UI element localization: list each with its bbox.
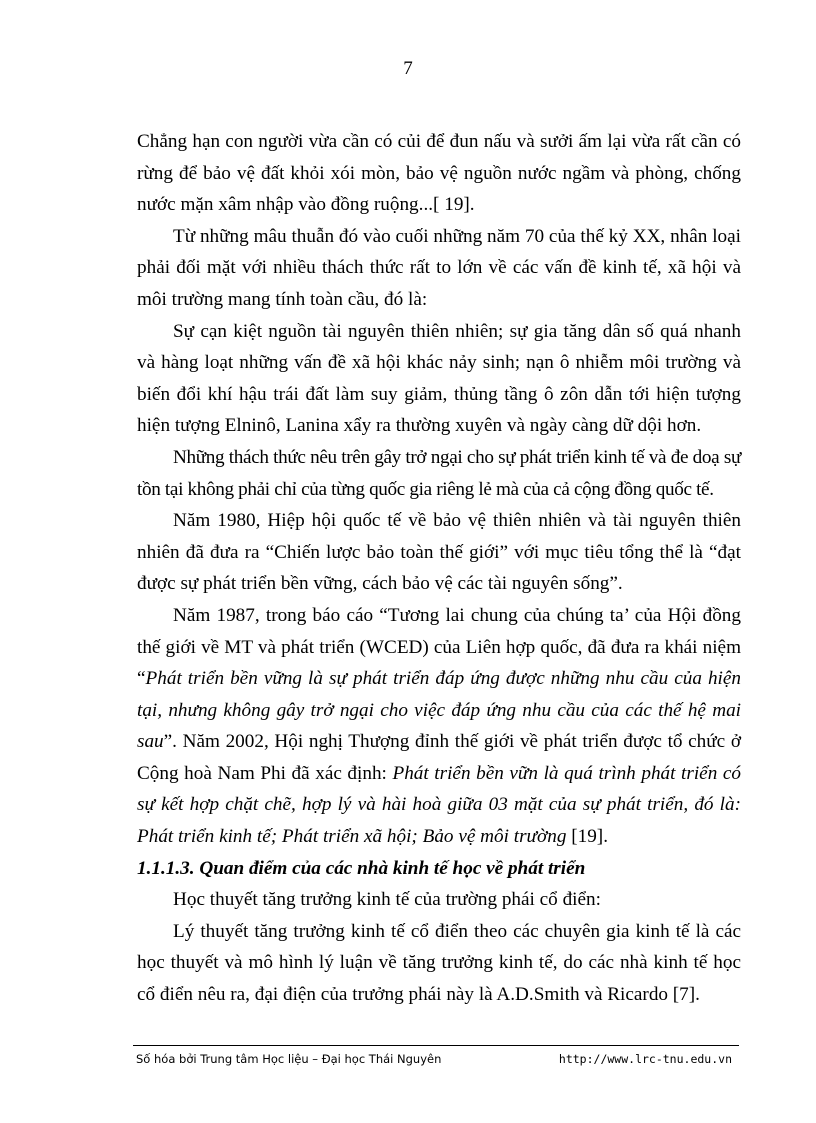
paragraph-challenges-intro: Từ những mâu thuẫn đó vào cuối những năm 70 của thế kỷ XX, nhân loại phải đối mặt với nhiều thách thức rất to lớn về các vấn đề kinh tế, xã hội và môi trường mang tính toàn cầu, đó là: xyxy=(137,225,741,310)
definition-citation: [19]. xyxy=(566,826,608,848)
paragraph-continuation: Chẳng hạn con người vừa cần có củi để đun nấu và sưởi ấm lại vừa rất cần có rừng để bảo vệ đất khỏi xói mòn, bảo vệ nguồn nước ngầm và phòng, chống nước mặn xâm nhập vào đồng ruộng...[ 19]. xyxy=(137,131,741,216)
footer-divider xyxy=(133,1045,739,1046)
definition-text-1: Năm 1987, trong báo cáo “Tương lai chung của chúng ta’ của Hội đồng thế giới về MT và phát triển (WCED) của Liên hợp quốc, đã đưa ra khái niệm “ xyxy=(137,604,741,690)
document-body xyxy=(137,126,741,1011)
paragraph-obstacles: Những thách thức nêu trên gây trở ngại cho sự phát triển kinh tế và đe doạ sự tồn tại không phải chỉ của từng quốc gia riêng lẻ mà của cả cộng đồng quốc tế. xyxy=(137,446,741,500)
paragraph-1980-strategy: Năm 1980, Hiệp hội quốc tế về bảo vệ thiên nhiên và tài nguyên thiên nhiên đã đưa ra “Chiến lược bảo toàn thế giới” với mục tiêu tổng thể là “đạt được sự phát triển bền vững, cách bảo vệ các tài nguyên sống”. xyxy=(137,510,741,595)
definition-quote-summit: Phát triển bền vữn là quá trình phát triển có sự kết hợp chặt chẽ, hợp lý và hài hoà giữa 03 mặt của sự phát triển, đó là: Phát triển kinh tế; Phát triển xã hội; Bảo vệ môi trường xyxy=(137,762,741,848)
page-number: 7 xyxy=(403,58,413,79)
paragraph-sustainable-definition xyxy=(137,600,741,853)
paragraph-classical-growth: Lý thuyết tăng trưởng kinh tế cổ điển theo các chuyên gia kinh tế là các học thuyết và mô hình lý luận về tăng trưởng kinh tế, do các nhà kinh tế học cổ điển nêu ra, đại điện của trưởng phái này là A.D.Smith và Ricardo [7]. xyxy=(137,920,741,1006)
definition-text-2: ”. Năm 2002, Hội nghị Thượng đỉnh thế giới về phát triển được tổ chức ở Cộng hoà Nam Phi đã xác định: xyxy=(137,731,741,784)
footer-url: http://www.lrc-tnu.edu.vn xyxy=(558,1052,732,1066)
paragraph-challenges-list: Sự cạn kiệt nguồn tài nguyên thiên nhiên; sự gia tăng dân số quá nhanh và hàng loạt những vấn đề xã hội khác nảy sinh; nạn ô nhiễm môi trường và biến đổi khí hậu trái đất làm suy giảm, thủng tầng ô zôn dẫn tới hiện tượng hiện tượng Elninô, Lanina xẩy ra thường xuyên và ngày càng dữ dội hơn. xyxy=(137,320,741,437)
definition-quote-wced: Phát triển bền vững là sự phát triển đáp ứng được những nhu cầu của hiện tại, nhưng không gây trở ngại cho việc đáp ứng nhu cầu của các thế hệ mai sau xyxy=(137,668,741,753)
paragraph-classical-theory: Học thuyết tăng trưởng kinh tế của trường phái cổ điển: xyxy=(173,889,601,911)
section-heading: 1.1.1.3. Quan điểm của các nhà kinh tế học về phát triển xyxy=(137,857,586,879)
footer-source: Số hóa bởi Trung tâm Học liệu – Đại học Thái Nguyên xyxy=(136,1052,442,1066)
